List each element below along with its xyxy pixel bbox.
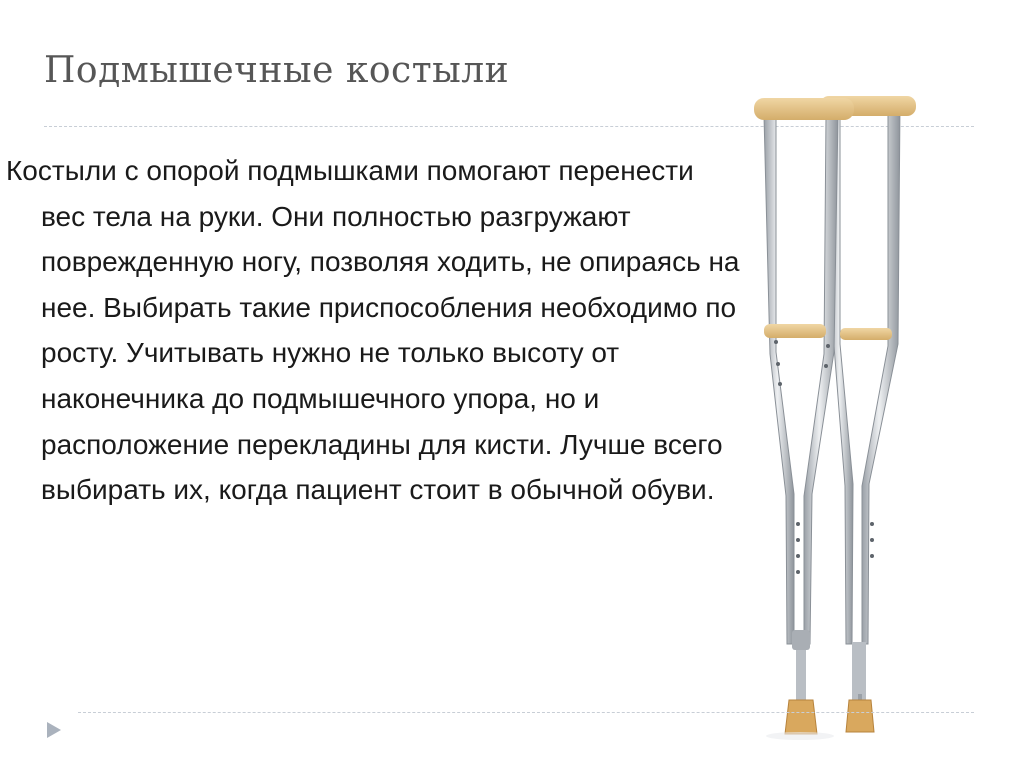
front-rubber-tip (785, 700, 817, 734)
front-armpit-pad (754, 98, 854, 120)
back-rubber-tip (846, 700, 874, 732)
crutches-image (728, 84, 968, 754)
slide-body-text: Костыли с опорой подмышками помогают перенести вес тела на руки. Они полностью разгружают поврежденную ногу, позволяя ходить, не опираясь на нее. Выбирать такие приспособления необходимо по росту. Учитывать нужно не только высоту от наконечника до подмышечного упора, но и расположение перекладины для кисти. Лучше всего выбирать их, когда пациент стоит в обычной обуви. (6, 155, 740, 506)
crutches-illustration (728, 84, 968, 754)
footer-divider (78, 712, 974, 713)
slide-title: Подмышечные костыли (44, 50, 510, 91)
front-handgrip (764, 324, 826, 338)
triangle-arrow-icon (47, 722, 61, 738)
back-handgrip (840, 328, 892, 340)
